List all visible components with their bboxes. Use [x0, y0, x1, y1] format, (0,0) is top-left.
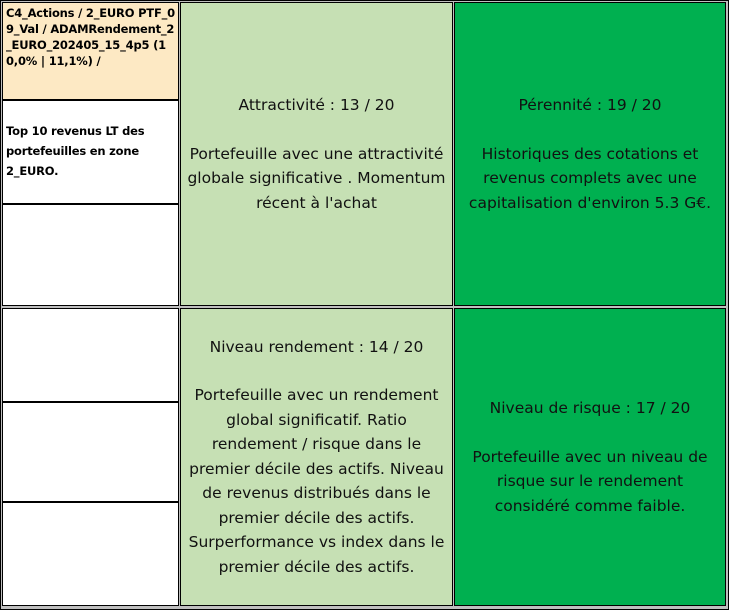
empty-cell-4 — [2, 502, 179, 606]
portfolio-description: Top 10 revenus LT des portefeuilles en zone 2_EURO. — [6, 124, 145, 178]
empty-cell-2 — [2, 308, 179, 402]
perennite-text: Historiques des cotations et revenus complets avec une capitalisation d'environ 5.3 G€. — [468, 144, 712, 212]
risque-text: Portefeuille avec un niveau de risque sur le rendement considéré comme faible. — [472, 447, 708, 515]
risque-title: Niveau de risque : 17 / 20 — [489, 399, 691, 417]
rendement-panel — [180, 308, 453, 606]
attractivite-title: Attractivité : 13 / 20 — [238, 96, 395, 114]
rendement-title: Niveau rendement : 14 / 20 — [209, 337, 424, 356]
attractivite-text: Portefeuille avec une attractivité globale significative . Momentum récent à l'achat — [187, 144, 446, 212]
empty-cell-3 — [2, 402, 179, 502]
perennite-title: Pérennité : 19 / 20 — [518, 96, 662, 114]
rendement-text: Portefeuille avec un rendement global significatif. Ratio rendement / risque dans le premier décile des actifs. Niveau de revenus distribués dans le premier décile des actifs. Surperformance vs index dans le premier décile des actifs. — [188, 386, 445, 576]
empty-cell-1 — [2, 204, 179, 306]
risque-panel — [454, 308, 726, 606]
portfolio-description-cell — [2, 100, 179, 204]
portfolio-header — [2, 2, 179, 100]
portfolio-title: C4_Actions / 2_EURO PTF_09_Val / ADAMRendement_2_EURO_202405_15_4p5 (10,0% | 11,1%) / — [6, 6, 175, 68]
perennite-panel — [454, 2, 726, 306]
attractivite-panel — [180, 2, 453, 306]
